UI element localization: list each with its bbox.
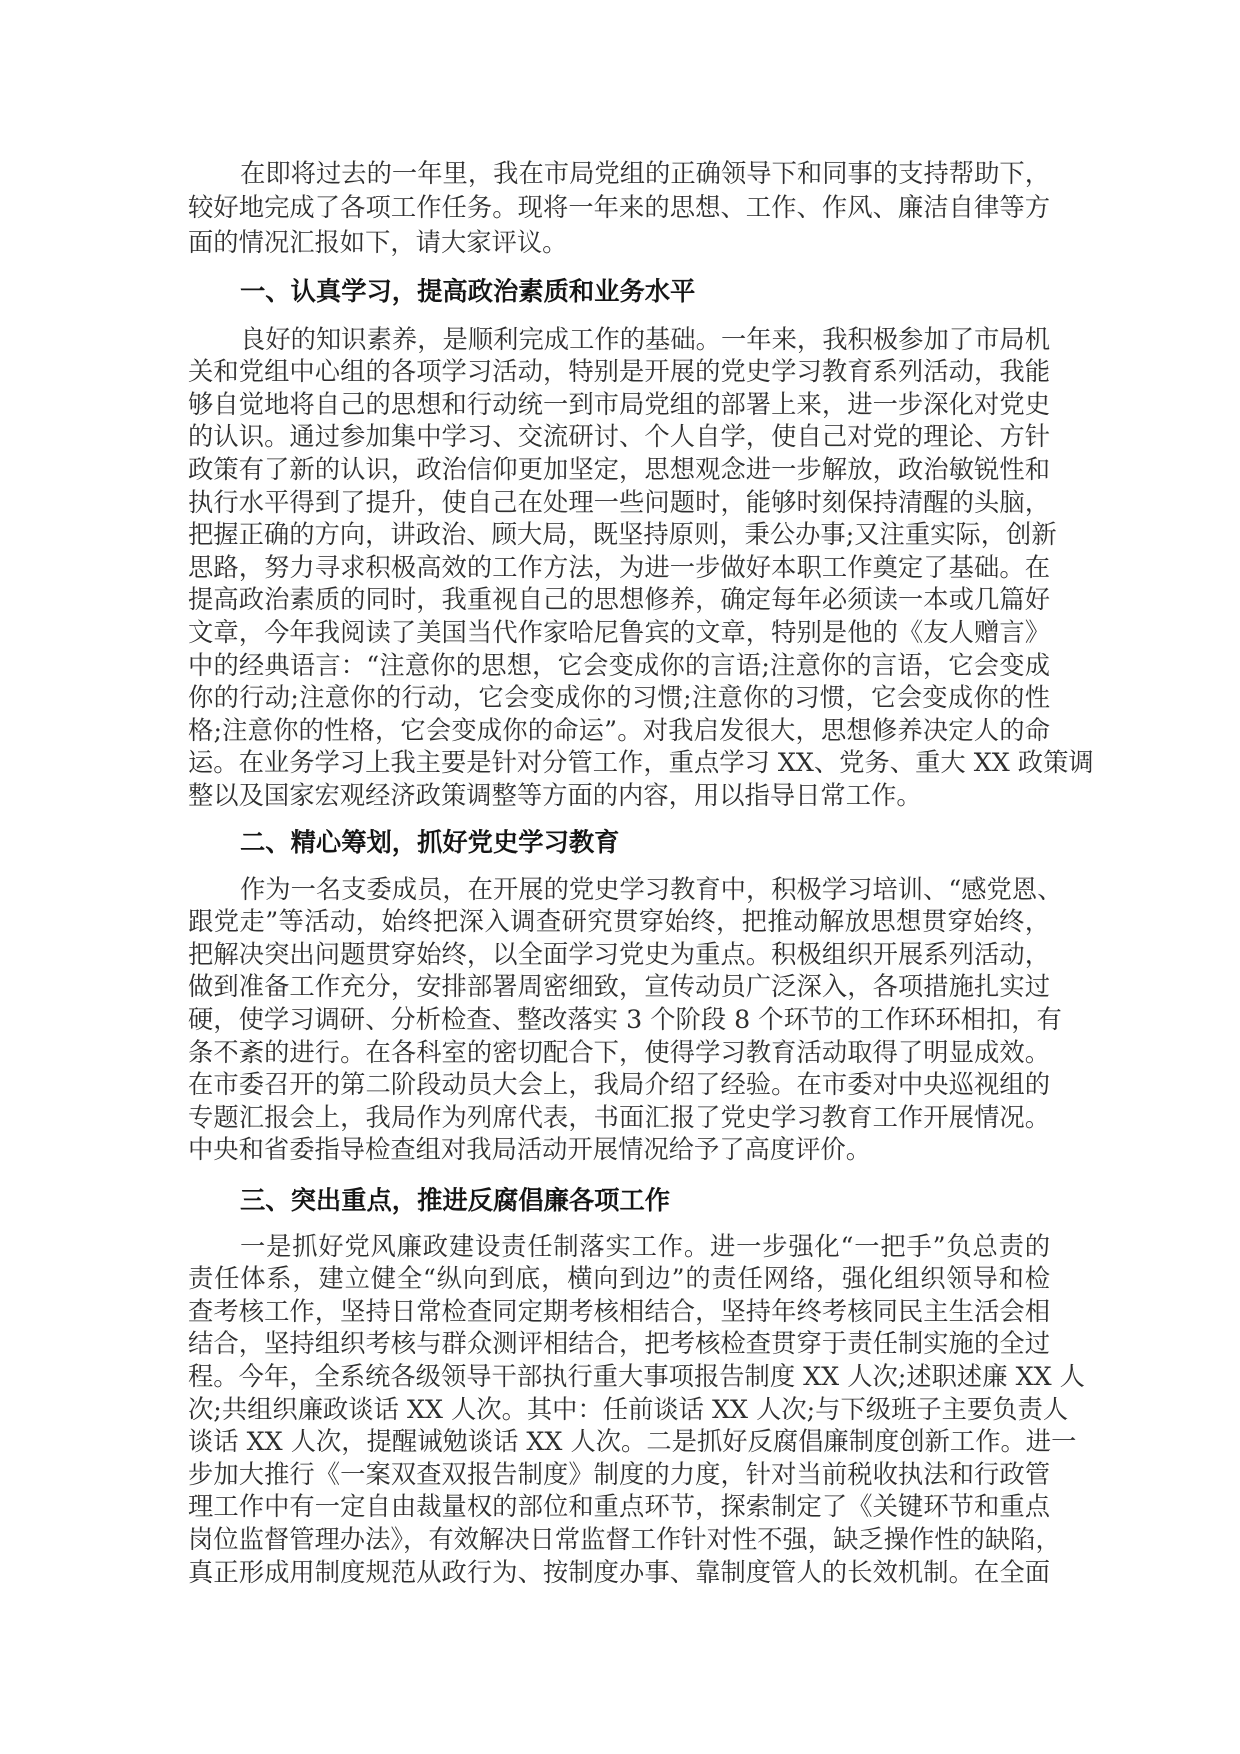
section-heading-text: 二、精心筹划，抓好党史学习教育 — [240, 827, 620, 857]
paragraph-line: 关和党组中心组的各项学习活动，特别是开展的党史学习教育系列活动，我能 — [188, 357, 1050, 387]
paragraph-line: 在市委召开的第二阶段动员大会上，我局介绍了经验。在市委对中央巡视组的 — [188, 1070, 1050, 1100]
section-2-paragraph — [188, 874, 1063, 1167]
paragraph-line: 责任体系，建立健全“纵向到底，横向到边”的责任网络，强化组织领导和检 — [188, 1264, 1050, 1294]
paragraph-line: 跟党走”等活动，始终把深入调查研究贯穿始终，把推动解放思想贯穿始终， — [188, 907, 1050, 937]
section-heading-text: 三、突出重点，推进反腐倡廉各项工作 — [240, 1185, 671, 1215]
paragraph-line: 作为一名支委成员，在开展的党史学习教育中，积极学习培训、“感党恩、 — [240, 874, 1063, 904]
paragraph-line: 硬，使学习调研、分析检查、整改落实 3 个阶段 8 个环节的工作环环相扣，有 — [188, 1005, 1062, 1035]
paragraph-line: 真正形成用制度规范从政行为、按制度办事、靠制度管人的长效机制。在全面 — [188, 1557, 1050, 1587]
paragraph-line: 中央和省委指导检查组对我局活动开展情况给予了高度评价。 — [188, 1135, 872, 1165]
paragraph-line: 思路，努力寻求积极高效的工作方法，为进一步做好本职工作奠定了基础。在 — [188, 552, 1050, 582]
paragraph-line: 专题汇报会上，我局作为列席代表，书面汇报了党史学习教育工作开展情况。 — [188, 1102, 1050, 1132]
paragraph-line: 提高政治素质的同时，我重视自己的思想修养，确定每年必须读一本或几篇好 — [188, 585, 1050, 615]
paragraph-line: 格;注意你的性格，它会变成你的命运”。对我启发很大，思想修养决定人的命 — [188, 715, 1050, 745]
paragraph-line: 文章，今年我阅读了美国当代作家哈尼鲁宾的文章，特别是他的《友人赠言》 — [188, 618, 1050, 648]
paragraph-line: 你的行动;注意你的行动，它会变成你的习惯;注意你的习惯，它会变成你的性 — [188, 683, 1050, 713]
paragraph-line: 一是抓好党风廉政建设责任制落实工作。进一步强化“一把手”负总责的 — [240, 1231, 1050, 1261]
paragraph-line: 步加大推行《一案双查双报告制度》制度的力度，针对当前税收执法和行政管 — [188, 1459, 1050, 1489]
section-1-paragraph — [188, 324, 1094, 813]
paragraph-line: 程。今年，全系统各级领导干部执行重大事项报告制度 XX 人次;述职述廉 XX 人 — [188, 1362, 1085, 1392]
paragraph-line: 条不紊的进行。在各科室的密切配合下，使得学习教育活动取得了明显成效。 — [188, 1037, 1050, 1067]
paragraph-line: 把解决突出问题贯穿始终，以全面学习党史为重点。积极组织开展系列活动， — [188, 939, 1050, 969]
paragraph-line: 中的经典语言：“注意你的思想，它会变成你的言语;注意你的言语，它会变成 — [188, 650, 1050, 680]
intro-paragraph — [188, 157, 1050, 261]
paragraph-line: 做到准备工作充分，安排部署周密细致，宣传动员广泛深入，各项措施扎实过 — [188, 972, 1050, 1002]
paragraph-line: 够自觉地将自己的思想和行动统一到市局党组的部署上来，进一步深化对党史 — [188, 389, 1050, 419]
paragraph-line: 理工作中有一定自由裁量权的部位和重点环节，探索制定了《关键环节和重点 — [188, 1492, 1050, 1522]
paragraph-line: 在即将过去的一年里，我在市局党组的正确领导下和同事的支持帮助下， — [240, 158, 1050, 188]
paragraph-line: 查考核工作，坚持日常检查同定期考核相结合，坚持年终考核同民主生活会相 — [188, 1296, 1050, 1326]
section-heading-1 — [188, 276, 1050, 309]
section-heading-3 — [188, 1185, 1050, 1218]
section-3-paragraph — [188, 1231, 1085, 1590]
paragraph-line: 面的情况汇报如下，请大家评议。 — [188, 227, 568, 257]
paragraph-line: 岗位监督管理办法》，有效解决日常监督工作针对性不强，缺乏操作性的缺陷， — [188, 1525, 1061, 1555]
paragraph-line: 较好地完成了各项工作任务。现将一年来的思想、工作、作风、廉洁自律等方 — [188, 193, 1050, 223]
paragraph-line: 次;共组织廉政谈话 XX 人次。其中：任前谈话 XX 人次;与下级班子主要负责人 — [188, 1394, 1069, 1424]
paragraph-line: 执行水平得到了提升，使自己在处理一些问题时，能够时刻保持清醒的头脑， — [188, 487, 1050, 517]
paragraph-line: 结合，坚持组织考核与群众测评相结合，把考核检查贯穿于责任制实施的全过 — [188, 1329, 1050, 1359]
paragraph-line: 整以及国家宏观经济政策调整等方面的内容，用以指导日常工作。 — [188, 781, 922, 810]
paragraph-line: 把握正确的方向，讲政治、顾大局，既坚持原则，秉公办事;又注重实际，创新 — [188, 520, 1057, 550]
paragraph-line: 运。在业务学习上我主要是针对分管工作，重点学习 XX、党务、重大 XX 政策调 — [188, 748, 1094, 778]
paragraph-line: 谈话 XX 人次，提醒诫勉谈话 XX 人次。二是抓好反腐倡廉制度创新工作。进一 — [188, 1427, 1077, 1457]
paragraph-line: 政策有了新的认识，政治信仰更加坚定，思想观念进一步解放，政治敏锐性和 — [188, 455, 1050, 485]
paragraph-line: 良好的知识素养，是顺利完成工作的基础。一年来，我积极参加了市局机 — [240, 324, 1050, 354]
section-heading-2 — [188, 827, 1050, 860]
paragraph-line: 的认识。通过参加集中学习、交流研讨、个人自学，使自己对党的理论、方针 — [188, 422, 1050, 452]
section-heading-text: 一、认真学习，提高政治素质和业务水平 — [240, 276, 696, 306]
